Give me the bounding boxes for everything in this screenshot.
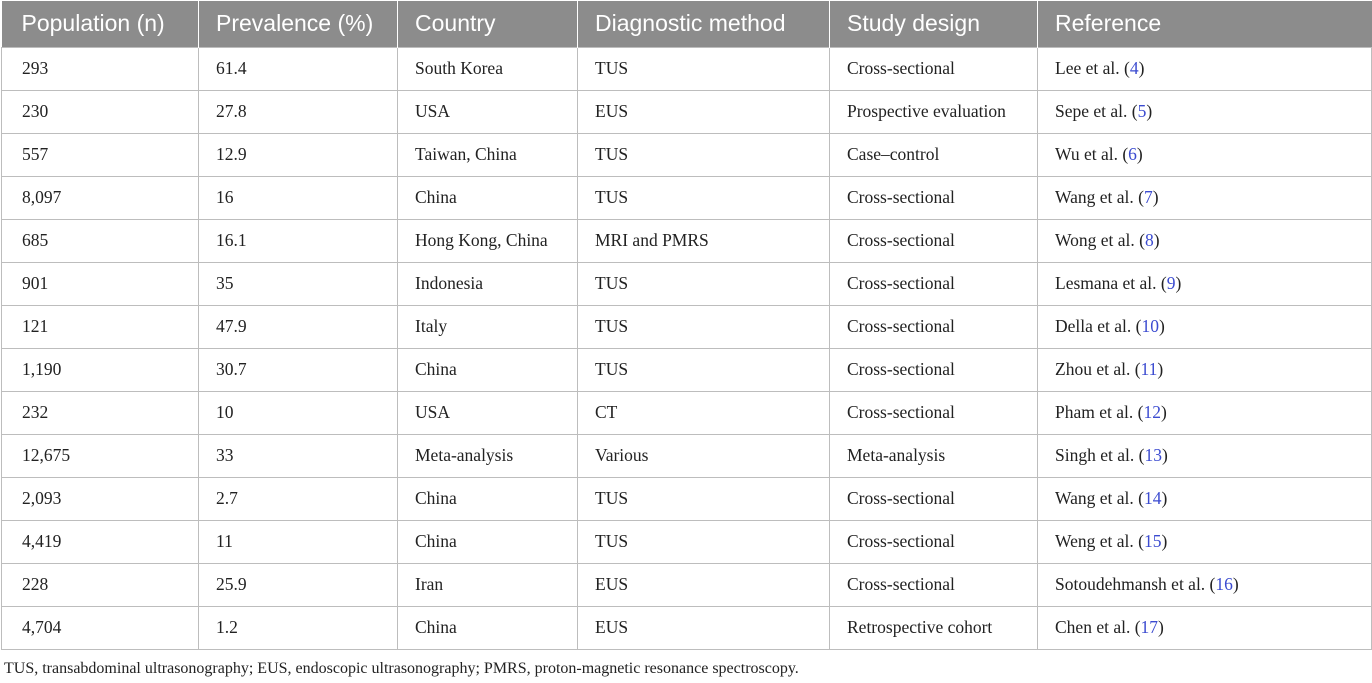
cell-diagnostic-method: EUS [578, 90, 830, 133]
reference-close-paren: ) [1232, 574, 1239, 594]
table-header-row [2, 1, 1372, 47]
table-row [2, 606, 1372, 649]
cell-prevalence: 33 [199, 434, 398, 477]
cell-population: 8,097 [2, 176, 199, 219]
cell-reference [1038, 606, 1372, 649]
reference-author: Weng et al. ( [1055, 531, 1144, 551]
reference-link[interactable]: 6 [1128, 144, 1137, 164]
cell-country: Meta-analysis [398, 434, 578, 477]
cell-reference [1038, 391, 1372, 434]
cell-country: Taiwan, China [398, 133, 578, 176]
reference-author: Lesmana et al. ( [1055, 273, 1167, 293]
table-footnote: TUS, transabdominal ultrasonography; EUS, endoscopic ultrasonography; PMRS, proton-magnetic resonance spectroscopy. [4, 660, 799, 677]
cell-diagnostic-method: Various [578, 434, 830, 477]
reference-link[interactable]: 5 [1137, 101, 1147, 121]
cell-study-design: Cross-sectional [830, 176, 1038, 219]
cell-prevalence: 10 [199, 391, 398, 434]
reference-link[interactable]: 9 [1166, 273, 1176, 293]
cell-study-design: Cross-sectional [830, 47, 1038, 90]
cell-population: 12,675 [2, 434, 199, 477]
reference-link[interactable]: 4 [1129, 58, 1139, 78]
cell-diagnostic-method: EUS [578, 563, 830, 606]
cell-country: Italy [398, 305, 578, 348]
cell-reference [1038, 90, 1372, 133]
cell-study-design: Cross-sectional [830, 563, 1038, 606]
reference-link[interactable]: 14 [1143, 488, 1162, 508]
cell-study-design: Cross-sectional [830, 219, 1038, 262]
cell-country: Iran [398, 563, 578, 606]
cell-study-design: Cross-sectional [830, 391, 1038, 434]
table-row [2, 477, 1372, 520]
table-row [2, 262, 1372, 305]
cell-study-design: Cross-sectional [830, 348, 1038, 391]
cell-country: South Korea [398, 47, 578, 90]
cell-reference [1038, 434, 1372, 477]
prevalence-studies-table [1, 1, 1372, 650]
reference-link[interactable]: 12 [1143, 402, 1161, 422]
cell-diagnostic-method: TUS [578, 477, 830, 520]
header-diagnostic-method: Diagnostic method [578, 1, 830, 47]
reference-link[interactable]: 13 [1144, 445, 1162, 465]
header-prevalence: Prevalence (%) [199, 1, 398, 47]
cell-population: 230 [2, 90, 199, 133]
cell-country: Hong Kong, China [398, 219, 578, 262]
table-body [2, 47, 1372, 649]
cell-prevalence: 16.1 [199, 219, 398, 262]
cell-prevalence: 47.9 [199, 305, 398, 348]
cell-prevalence: 25.9 [199, 563, 398, 606]
cell-study-design: Case–control [830, 133, 1038, 176]
reference-author: Lee et al. ( [1055, 58, 1130, 78]
reference-author: Wang et al. ( [1055, 488, 1144, 508]
reference-close-paren: ) [1161, 531, 1168, 551]
reference-close-paren: ) [1175, 273, 1182, 293]
cell-prevalence: 61.4 [199, 47, 398, 90]
table-row [2, 348, 1372, 391]
reference-author: Sotoudehmansh et al. ( [1055, 574, 1216, 594]
cell-country: China [398, 606, 578, 649]
cell-study-design: Retrospective cohort [830, 606, 1038, 649]
table-row [2, 391, 1372, 434]
reference-author: Singh et al. ( [1055, 445, 1145, 465]
reference-close-paren: ) [1158, 617, 1164, 637]
cell-prevalence: 11 [199, 520, 398, 563]
reference-author: Wong et al. ( [1055, 230, 1145, 250]
reference-link[interactable]: 7 [1143, 187, 1153, 207]
cell-population: 901 [2, 262, 199, 305]
reference-close-paren: ) [1153, 230, 1160, 250]
cell-study-design: Cross-sectional [830, 520, 1038, 563]
cell-diagnostic-method: EUS [578, 606, 830, 649]
reference-close-paren: ) [1146, 101, 1153, 121]
cell-diagnostic-method: TUS [578, 305, 830, 348]
table-row [2, 219, 1372, 262]
cell-reference [1038, 305, 1372, 348]
table-row [2, 563, 1372, 606]
cell-prevalence: 16 [199, 176, 398, 219]
cell-country: China [398, 176, 578, 219]
table-row [2, 434, 1372, 477]
reference-author: Sepe et al. ( [1055, 101, 1138, 121]
cell-reference [1038, 563, 1372, 606]
header-country: Country [398, 1, 578, 47]
cell-population: 293 [2, 47, 199, 90]
cell-diagnostic-method: TUS [578, 520, 830, 563]
reference-author: Della et al. ( [1055, 316, 1142, 336]
cell-diagnostic-method: TUS [578, 133, 830, 176]
cell-diagnostic-method: MRI and PMRS [578, 219, 830, 262]
cell-study-design: Prospective evaluation [830, 90, 1038, 133]
cell-country: USA [398, 391, 578, 434]
cell-study-design: Meta-analysis [830, 434, 1038, 477]
reference-close-paren: ) [1161, 488, 1168, 508]
cell-country: USA [398, 90, 578, 133]
cell-population: 2,093 [2, 477, 199, 520]
reference-author: Wang et al. ( [1055, 187, 1144, 207]
cell-prevalence: 35 [199, 262, 398, 305]
cell-reference [1038, 348, 1372, 391]
reference-author: Wu et al. ( [1055, 144, 1129, 164]
cell-diagnostic-method: TUS [578, 47, 830, 90]
cell-country: China [398, 477, 578, 520]
reference-link[interactable]: 17 [1140, 617, 1159, 637]
cell-population: 232 [2, 391, 199, 434]
table-row [2, 305, 1372, 348]
cell-population: 228 [2, 563, 199, 606]
cell-diagnostic-method: CT [578, 391, 830, 434]
table-row [2, 47, 1372, 90]
cell-reference [1038, 262, 1372, 305]
cell-population: 4,704 [2, 606, 199, 649]
cell-study-design: Cross-sectional [830, 262, 1038, 305]
cell-study-design: Cross-sectional [830, 477, 1038, 520]
table-row [2, 176, 1372, 219]
reference-author: Chen et al. ( [1055, 617, 1141, 637]
reference-link[interactable]: 8 [1144, 230, 1154, 250]
cell-population: 1,190 [2, 348, 199, 391]
cell-reference [1038, 133, 1372, 176]
header-population: Population (n) [2, 1, 199, 47]
cell-prevalence: 27.8 [199, 90, 398, 133]
cell-study-design: Cross-sectional [830, 305, 1038, 348]
cell-prevalence: 2.7 [199, 477, 398, 520]
reference-link[interactable]: 10 [1141, 316, 1159, 336]
cell-reference [1038, 47, 1372, 90]
cell-reference [1038, 477, 1372, 520]
cell-reference [1038, 520, 1372, 563]
cell-population: 557 [2, 133, 199, 176]
table-row [2, 520, 1372, 563]
cell-population: 121 [2, 305, 199, 348]
reference-close-paren: ) [1161, 445, 1168, 465]
reference-close-paren: ) [1136, 144, 1143, 164]
reference-close-paren: ) [1158, 316, 1165, 336]
header-reference: Reference [1038, 1, 1372, 47]
reference-link[interactable]: 15 [1143, 531, 1162, 551]
reference-close-paren: ) [1157, 359, 1164, 379]
header-study-design: Study design [830, 1, 1038, 47]
cell-prevalence: 1.2 [199, 606, 398, 649]
cell-diagnostic-method: TUS [578, 176, 830, 219]
cell-country: China [398, 348, 578, 391]
reference-close-paren: ) [1152, 187, 1159, 207]
cell-prevalence: 30.7 [199, 348, 398, 391]
cell-reference [1038, 176, 1372, 219]
cell-country: China [398, 520, 578, 563]
reference-close-paren: ) [1160, 402, 1167, 422]
table-row [2, 133, 1372, 176]
reference-author: Zhou et al. ( [1055, 359, 1141, 379]
cell-country: Indonesia [398, 262, 578, 305]
reference-link[interactable]: 16 [1215, 574, 1233, 594]
cell-population: 4,419 [2, 520, 199, 563]
table-row [2, 90, 1372, 133]
reference-close-paren: ) [1138, 58, 1145, 78]
cell-population: 685 [2, 219, 199, 262]
reference-link[interactable]: 11 [1140, 359, 1158, 379]
cell-prevalence: 12.9 [199, 133, 398, 176]
cell-reference [1038, 219, 1372, 262]
reference-author: Pham et al. ( [1055, 402, 1144, 422]
cell-diagnostic-method: TUS [578, 348, 830, 391]
cell-diagnostic-method: TUS [578, 262, 830, 305]
